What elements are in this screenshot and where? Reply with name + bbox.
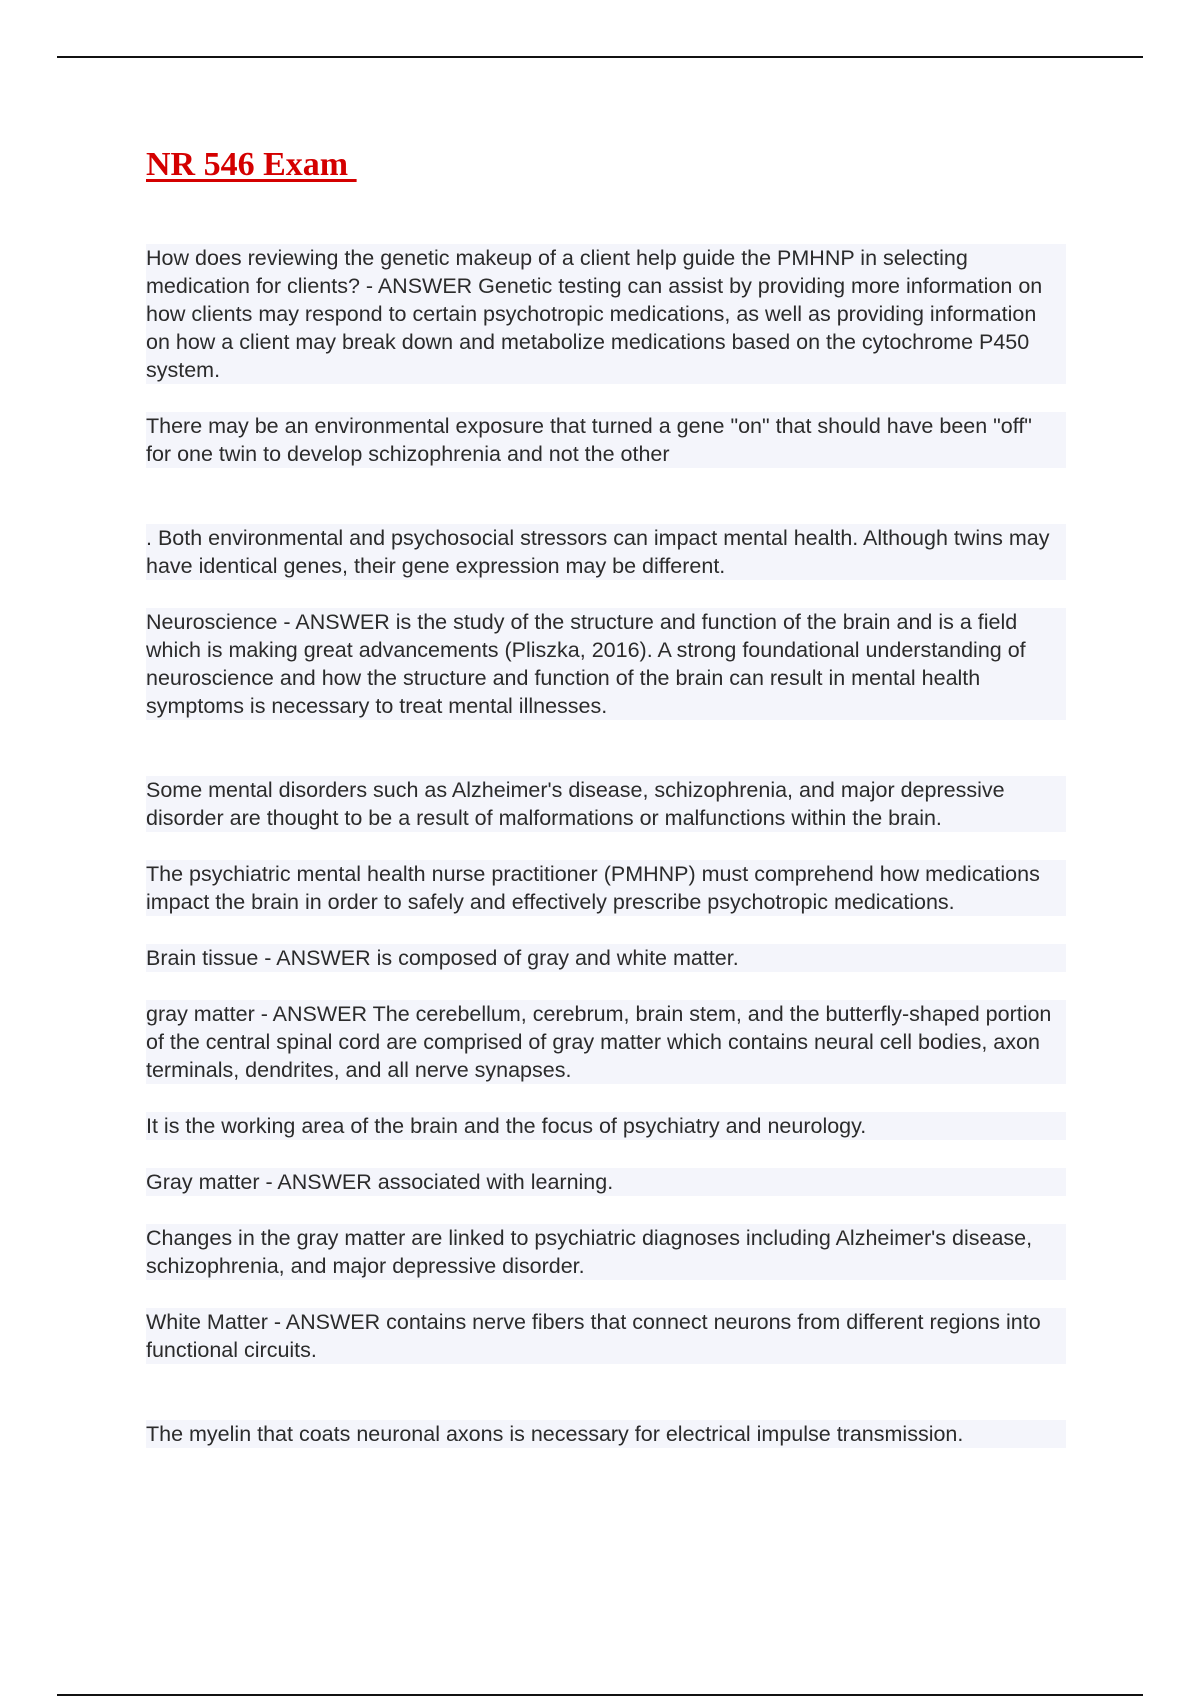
document-title: NR 546 Exam (146, 146, 357, 183)
document-body (146, 244, 1066, 1476)
header-rule (57, 56, 1143, 58)
paragraph-genetic-makeup: How does reviewing the genetic makeup of a client help guide the PMHNP in selecting medication for clients? - ANSWER Genetic testing can assist by providing more information on how clients may respond to certain psychotropic medications, as well as providing information on how a client may break down and metabolize medications based on the cytochrome P450 system. (146, 244, 1066, 384)
paragraph-pmhnp: The psychiatric mental health nurse practitioner (PMHNP) must comprehend how medications impact the brain in order to safely and effectively prescribe psychotropic medications. (146, 860, 1066, 916)
paragraph-gray-matter: gray matter - ANSWER The cerebellum, cerebrum, brain stem, and the butterfly-shaped portion of the central spinal cord are comprised of gray matter which contains neural cell bodies, axon terminals, dendrites, and all nerve synapses. (146, 1000, 1066, 1084)
paragraph-neuroscience: Neuroscience - ANSWER is the study of the structure and function of the brain and is a field which is making great advancements (Pliszka, 2016). A strong foundational understanding of neuroscience and how the structure and function of the brain can result in mental health symptoms is necessary to treat mental illnesses. (146, 608, 1066, 720)
paragraph-gray-matter-learning: Gray matter - ANSWER associated with learning. (146, 1168, 1066, 1196)
paragraph-brain-tissue: Brain tissue - ANSWER is composed of gray and white matter. (146, 944, 1066, 972)
paragraph-white-matter: White Matter - ANSWER contains nerve fibers that connect neurons from different regions into functional circuits. (146, 1308, 1066, 1364)
paragraph-environmental-exposure: There may be an environmental exposure that turned a gene "on" that should have been "off" for one twin to develop schizophrenia and not the other (146, 412, 1066, 468)
paragraph-stressors: . Both environmental and psychosocial stressors can impact mental health. Although twins may have identical genes, their gene expression may be different. (146, 524, 1066, 580)
paragraph-myelin: The myelin that coats neuronal axons is necessary for electrical impulse transmission. (146, 1420, 1066, 1448)
paragraph-mental-disorders: Some mental disorders such as Alzheimer's disease, schizophrenia, and major depressive disorder are thought to be a result of malformations or malfunctions within the brain. (146, 776, 1066, 832)
footer-rule (57, 1694, 1143, 1696)
paragraph-working-area: It is the working area of the brain and the focus of psychiatry and neurology. (146, 1112, 1066, 1140)
paragraph-gray-matter-changes: Changes in the gray matter are linked to psychiatric diagnoses including Alzheimer's disease, schizophrenia, and major depressive disorder. (146, 1224, 1066, 1280)
